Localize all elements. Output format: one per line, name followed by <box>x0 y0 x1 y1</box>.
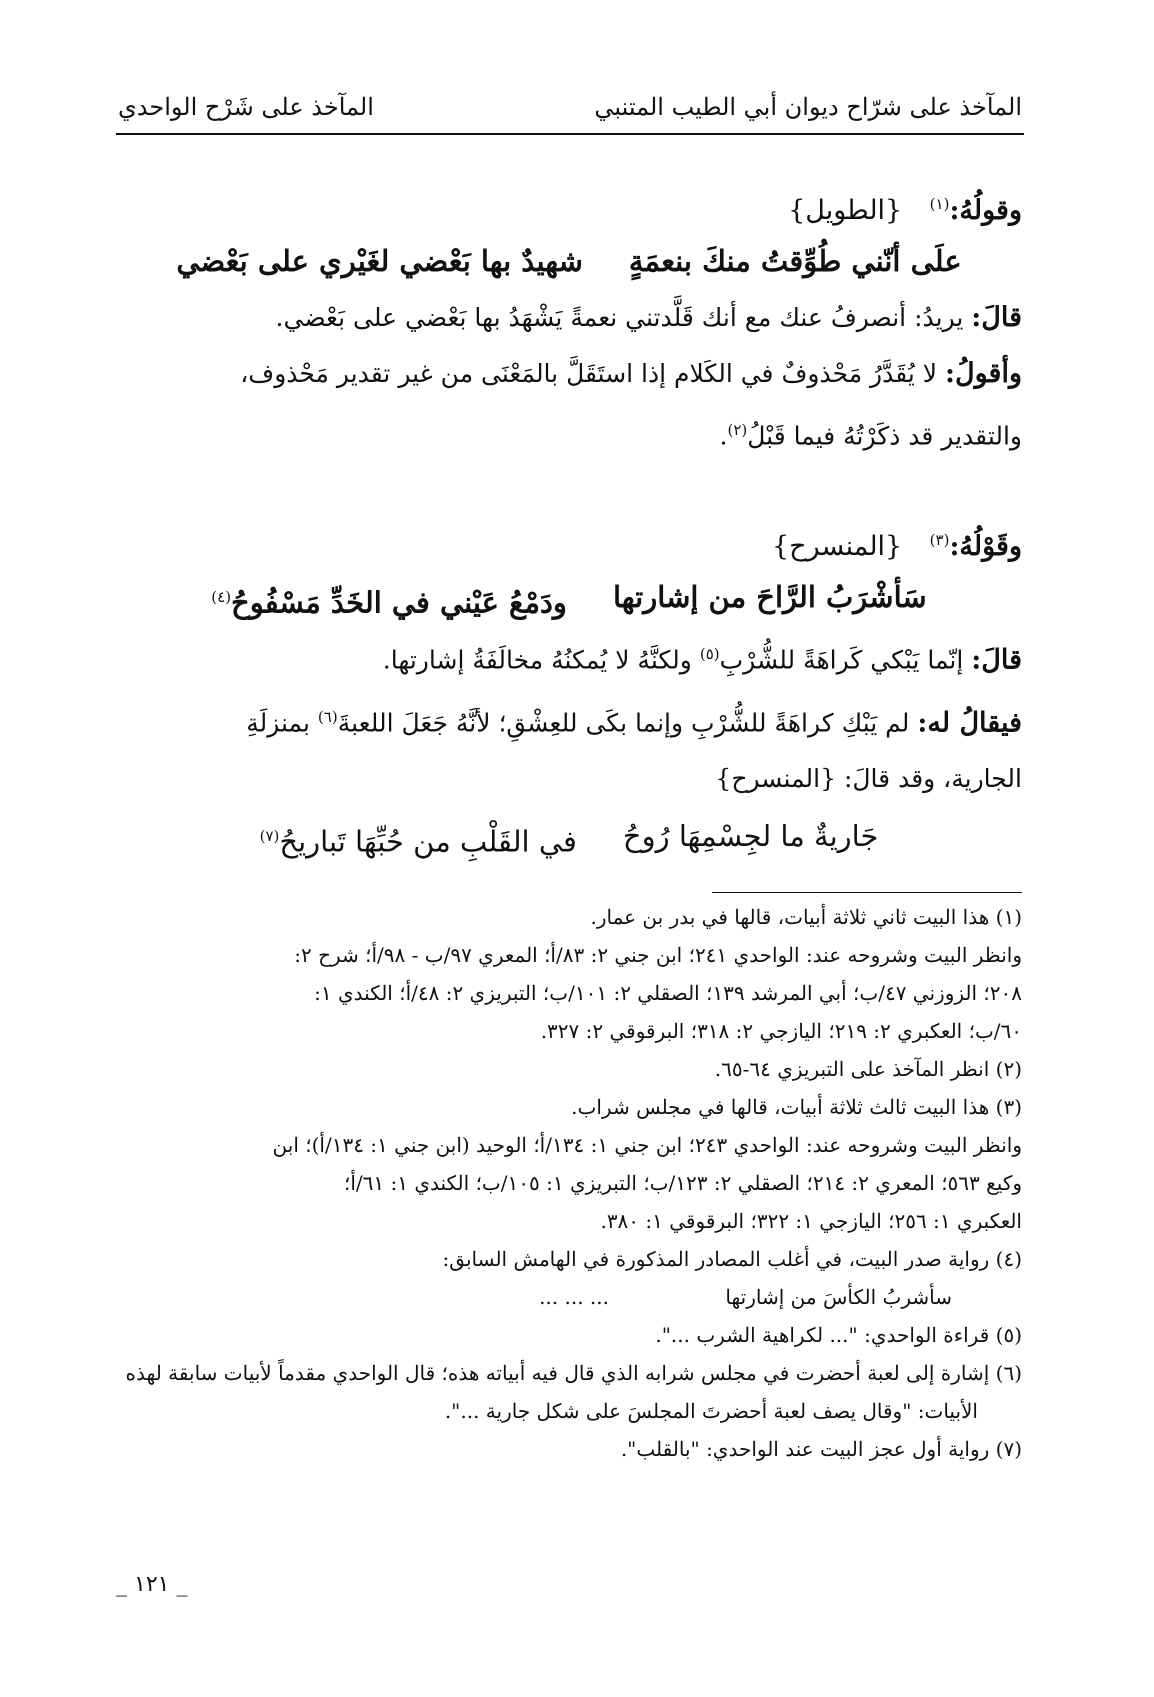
verse-second-hemistich <box>211 568 567 626</box>
yuqal-note-ref: (٦) <box>317 707 338 726</box>
footnote-line: (٤) رواية صدر البيت، في أغلب المصادر المذكورة في الهامش السابق: <box>442 1247 1022 1271</box>
footnote-line: ٦٠/ب؛ العكبري ٢: ٢١٩؛ اليازجي ٢: ٣١٨؛ البرقوقي ٢: ٣٢٧. <box>540 1019 1022 1043</box>
verse-second-hemistich <box>260 807 577 865</box>
main-text <box>116 176 1022 865</box>
qala-text: يريدُ: أنصرفُ عنك مع أنك قَلَّدتني نعمةً يَشْهَدُ بها بَعْضي على بَعْضي. <box>275 303 964 332</box>
verse-first-hemistich: علَى أنّني طُوِّقتُ منكَ بنعمَةٍ <box>628 244 962 278</box>
aqulu-note-ref: (٢) <box>727 421 748 439</box>
verse-first-hemistich: جَاريةٌ ما لجِسْمِهَا رُوحُ <box>622 818 879 853</box>
variant-ellipsis: ... ... ... <box>539 1285 609 1309</box>
footnote-line: (١) هذا البيت ثاني ثلاثة أبيات، قالها في بدر بن عمار. <box>590 905 1022 929</box>
entry1-intro <box>116 176 1022 232</box>
footnote-line: وانظر البيت وشروحه عند: الواحدي ٢٤٣؛ ابن جني ١: ١٣٤/أ؛ الوحيد (ابن جني ١: ١٣٤/أ)؛ ابن <box>272 1133 1022 1157</box>
footnote-verse-variant <box>116 1278 1022 1316</box>
verse-first-hemistich: سَأشْرَبُ الرَّاحَ من إشارتها <box>612 580 927 615</box>
footnote-line: ٢٠٨؛ الزوزني ٤٧/ب؛ أبي المرشد ١٣٩؛ الصقلي ٢: ١٠١/ب؛ التبريزي ٢: ٤٨/أ؛ الكندي ١: <box>314 981 1022 1005</box>
entry2-note-ref: (٣) <box>929 531 950 550</box>
verse-second-hemistich: شهيدٌ بها بَعْضي لغَيْري على بَعْضي <box>176 244 583 278</box>
entry2-intro <box>116 512 1022 568</box>
entry1-note-ref: (١) <box>929 195 950 213</box>
entry1-intro-label: وقولُهُ: <box>949 195 1022 226</box>
footnote-divider <box>712 892 1022 893</box>
footnote-line: (٧) رواية أول عجز البيت عند الواحدي: "بالقلب". <box>620 1437 1022 1461</box>
aqulu-label: وأقولُ: <box>945 358 1022 389</box>
qala-note-ref: (٥) <box>699 645 720 664</box>
aqulu-text: لا يُقَدَّرُ مَحْذوفٌ في الكَلام إذا استَقَلَّ بالمَعْنَى من غير تقدير مَحْذوف، <box>240 359 938 388</box>
aqulu-continued-text: والتقدير قد ذكَرْتُهُ فيما قَبْلُ <box>747 421 1022 451</box>
entry2-quoted-verse <box>116 807 1022 865</box>
footnote-line: (٢) انظر المآخذ على التبريزي ٦٤-٦٥. <box>714 1057 1022 1081</box>
footnote-line: وانظر البيت وشروحه عند: الواحدي ٢٤١؛ ابن جني ٢: ٨٣/أ؛ المعري ٩٧/ب - ٩٨/أ؛ شرح ٢: <box>294 943 1022 967</box>
header-divider <box>116 133 1024 135</box>
yuqal-text-part1: لم يَبْكِ كراهَةً للشُّرْبِ وإنما بكَى للعِشْقِ؛ لأنَّهُ جَعَلَ اللعبةَ <box>337 707 910 737</box>
variant-hemistich: سأشربُ الكأسَ من إشارتها <box>725 1285 952 1309</box>
footnote-line: العكبري ١: ٢٥٦؛ اليازجي ١: ٣٢٢؛ البرقوقي ١: ٣٨٠. <box>600 1209 1022 1233</box>
verse-note-ref: (٧) <box>259 826 280 845</box>
entry-spacer <box>116 464 1022 512</box>
entry1-qala <box>116 290 1022 346</box>
header-chapter-title: المآخذ على شَرْح الواحدي <box>118 93 374 121</box>
footnote-line: (٥) قراءة الواحدي: "... لكراهية الشرب ...". <box>655 1323 1022 1347</box>
entry1-aqulu <box>116 346 1022 402</box>
yuqal-text-part2: بمنزلَةِ <box>246 707 310 737</box>
entry1-verse <box>116 232 1022 290</box>
entry1-aqulu-continued: والتقدير قد ذكَرْتُهُ فيما قَبْلُ$^{(٢)}$. <box>719 421 1022 451</box>
yuqal-continued-text: الجارية، وقد قالَ: {المنسرح} <box>715 763 1022 793</box>
footnotes <box>116 898 1022 1468</box>
entry2-intro-label: وقَوْلُهُ: <box>949 531 1022 563</box>
entry2-yuqal <box>116 689 1022 751</box>
footnote-line: (٣) هذا البيت ثالث ثلاثة أبيات، قالها في مجلس شراب. <box>571 1095 1022 1119</box>
footnote-line: (٦) إشارة إلى لعبة أحضرت في مجلس شرابه الذي قال فيه أبياته هذه؛ قال الواحدي مقدماً لأبيات سابقة لهذه <box>125 1361 1022 1385</box>
qala-text-part1: إنّما يَبْكي كَراهَةً للشُّرْبِ <box>719 645 964 675</box>
verse-second-text: في القَلْبِ من حُبِّهَا تَباريحُ <box>279 824 577 859</box>
entry2-meter: {المنسرح} <box>771 531 903 563</box>
yuqal-label: فيقالُ له: <box>917 706 1022 738</box>
entry2-verse <box>116 568 1022 626</box>
header-book-title: المآخذ على شرّاح ديوان أبي الطيب المتنبي <box>594 93 1022 121</box>
verse-note-ref: (٤) <box>211 588 232 607</box>
footnote-line: الأبيات: "وقال يصف لعبة أحضرتَ المجلسَ على شكل جارية ...". <box>444 1399 978 1423</box>
qala-label: قالَ: <box>971 644 1022 676</box>
footnote-line: وكيع ٥٦٣؛ المعري ٢: ٢١٤؛ الصقلي ٢: ١٢٣/ب؛ التبريزي ١: ١٠٥/ب؛ الكندي ١: ٦١/أ؛ <box>343 1171 1022 1195</box>
qala-label: قالَ: <box>971 302 1022 333</box>
entry1-meter: {الطويل} <box>788 195 903 226</box>
qala-text-part2: ولكنَّهُ لا يُمكنُهُ مخالَفَةُ إشارتها. <box>382 645 692 675</box>
verse-second-text: ودَمْعُ عَيْني في الخَدِّ مَسْفُوحُ <box>231 585 567 620</box>
running-header <box>118 88 1022 126</box>
entry2-qala <box>116 626 1022 688</box>
page-number: _ ١٢١ _ <box>116 1572 188 1597</box>
entry2-yuqal-continued <box>116 751 1022 807</box>
